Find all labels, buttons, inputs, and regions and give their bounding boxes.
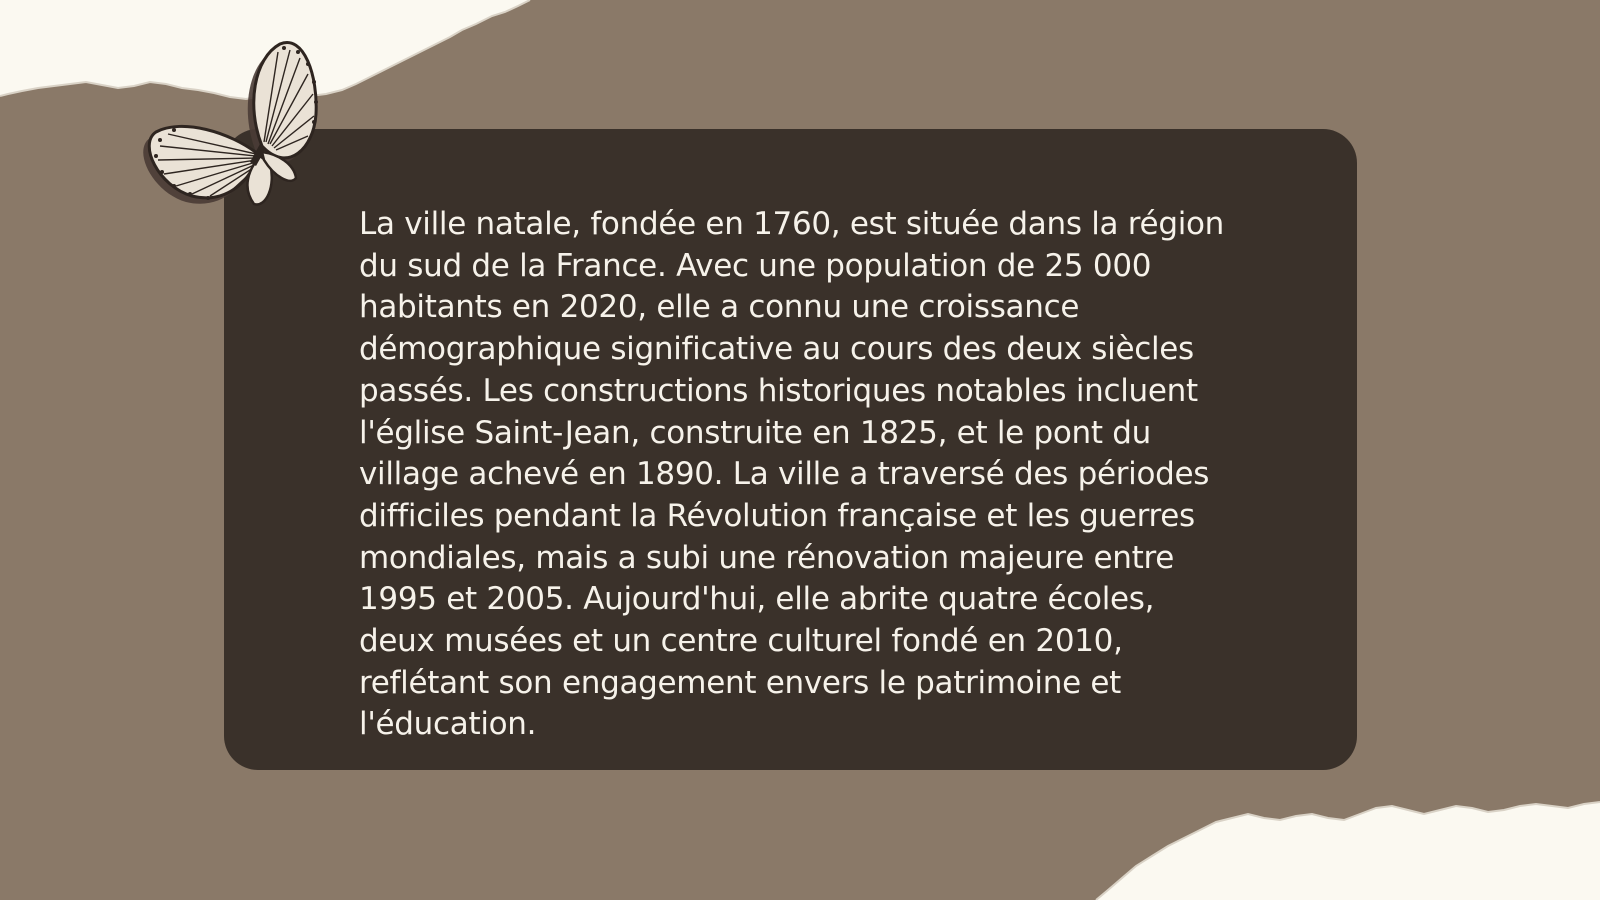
slide-paragraph: La ville natale, fondée en 1760, est située dans la région du sud de la France. Avec une population de 25 000 habitants en 2020, elle a connu une croissance démographique significative au cours des deux siècles passés. Les constructions historiques notables incluent l'église Saint-Jean, construite en 1825, et le pont du village achevé en 1890. La ville a traversé des périodes difficiles pendant la Révolution française et les guerres mondiales, mais a subi une rénovation majeure entre 1995 et 2005. Aujourd'hui, elle abrite quatre écoles, deux musées et un centre culturel fondé en 2010, reflétant son engagement envers le patrimoine et l'éducation.: [359, 206, 1225, 743]
torn-paper-bottom-right: [1096, 802, 1600, 900]
butterfly-icon: [138, 36, 338, 226]
